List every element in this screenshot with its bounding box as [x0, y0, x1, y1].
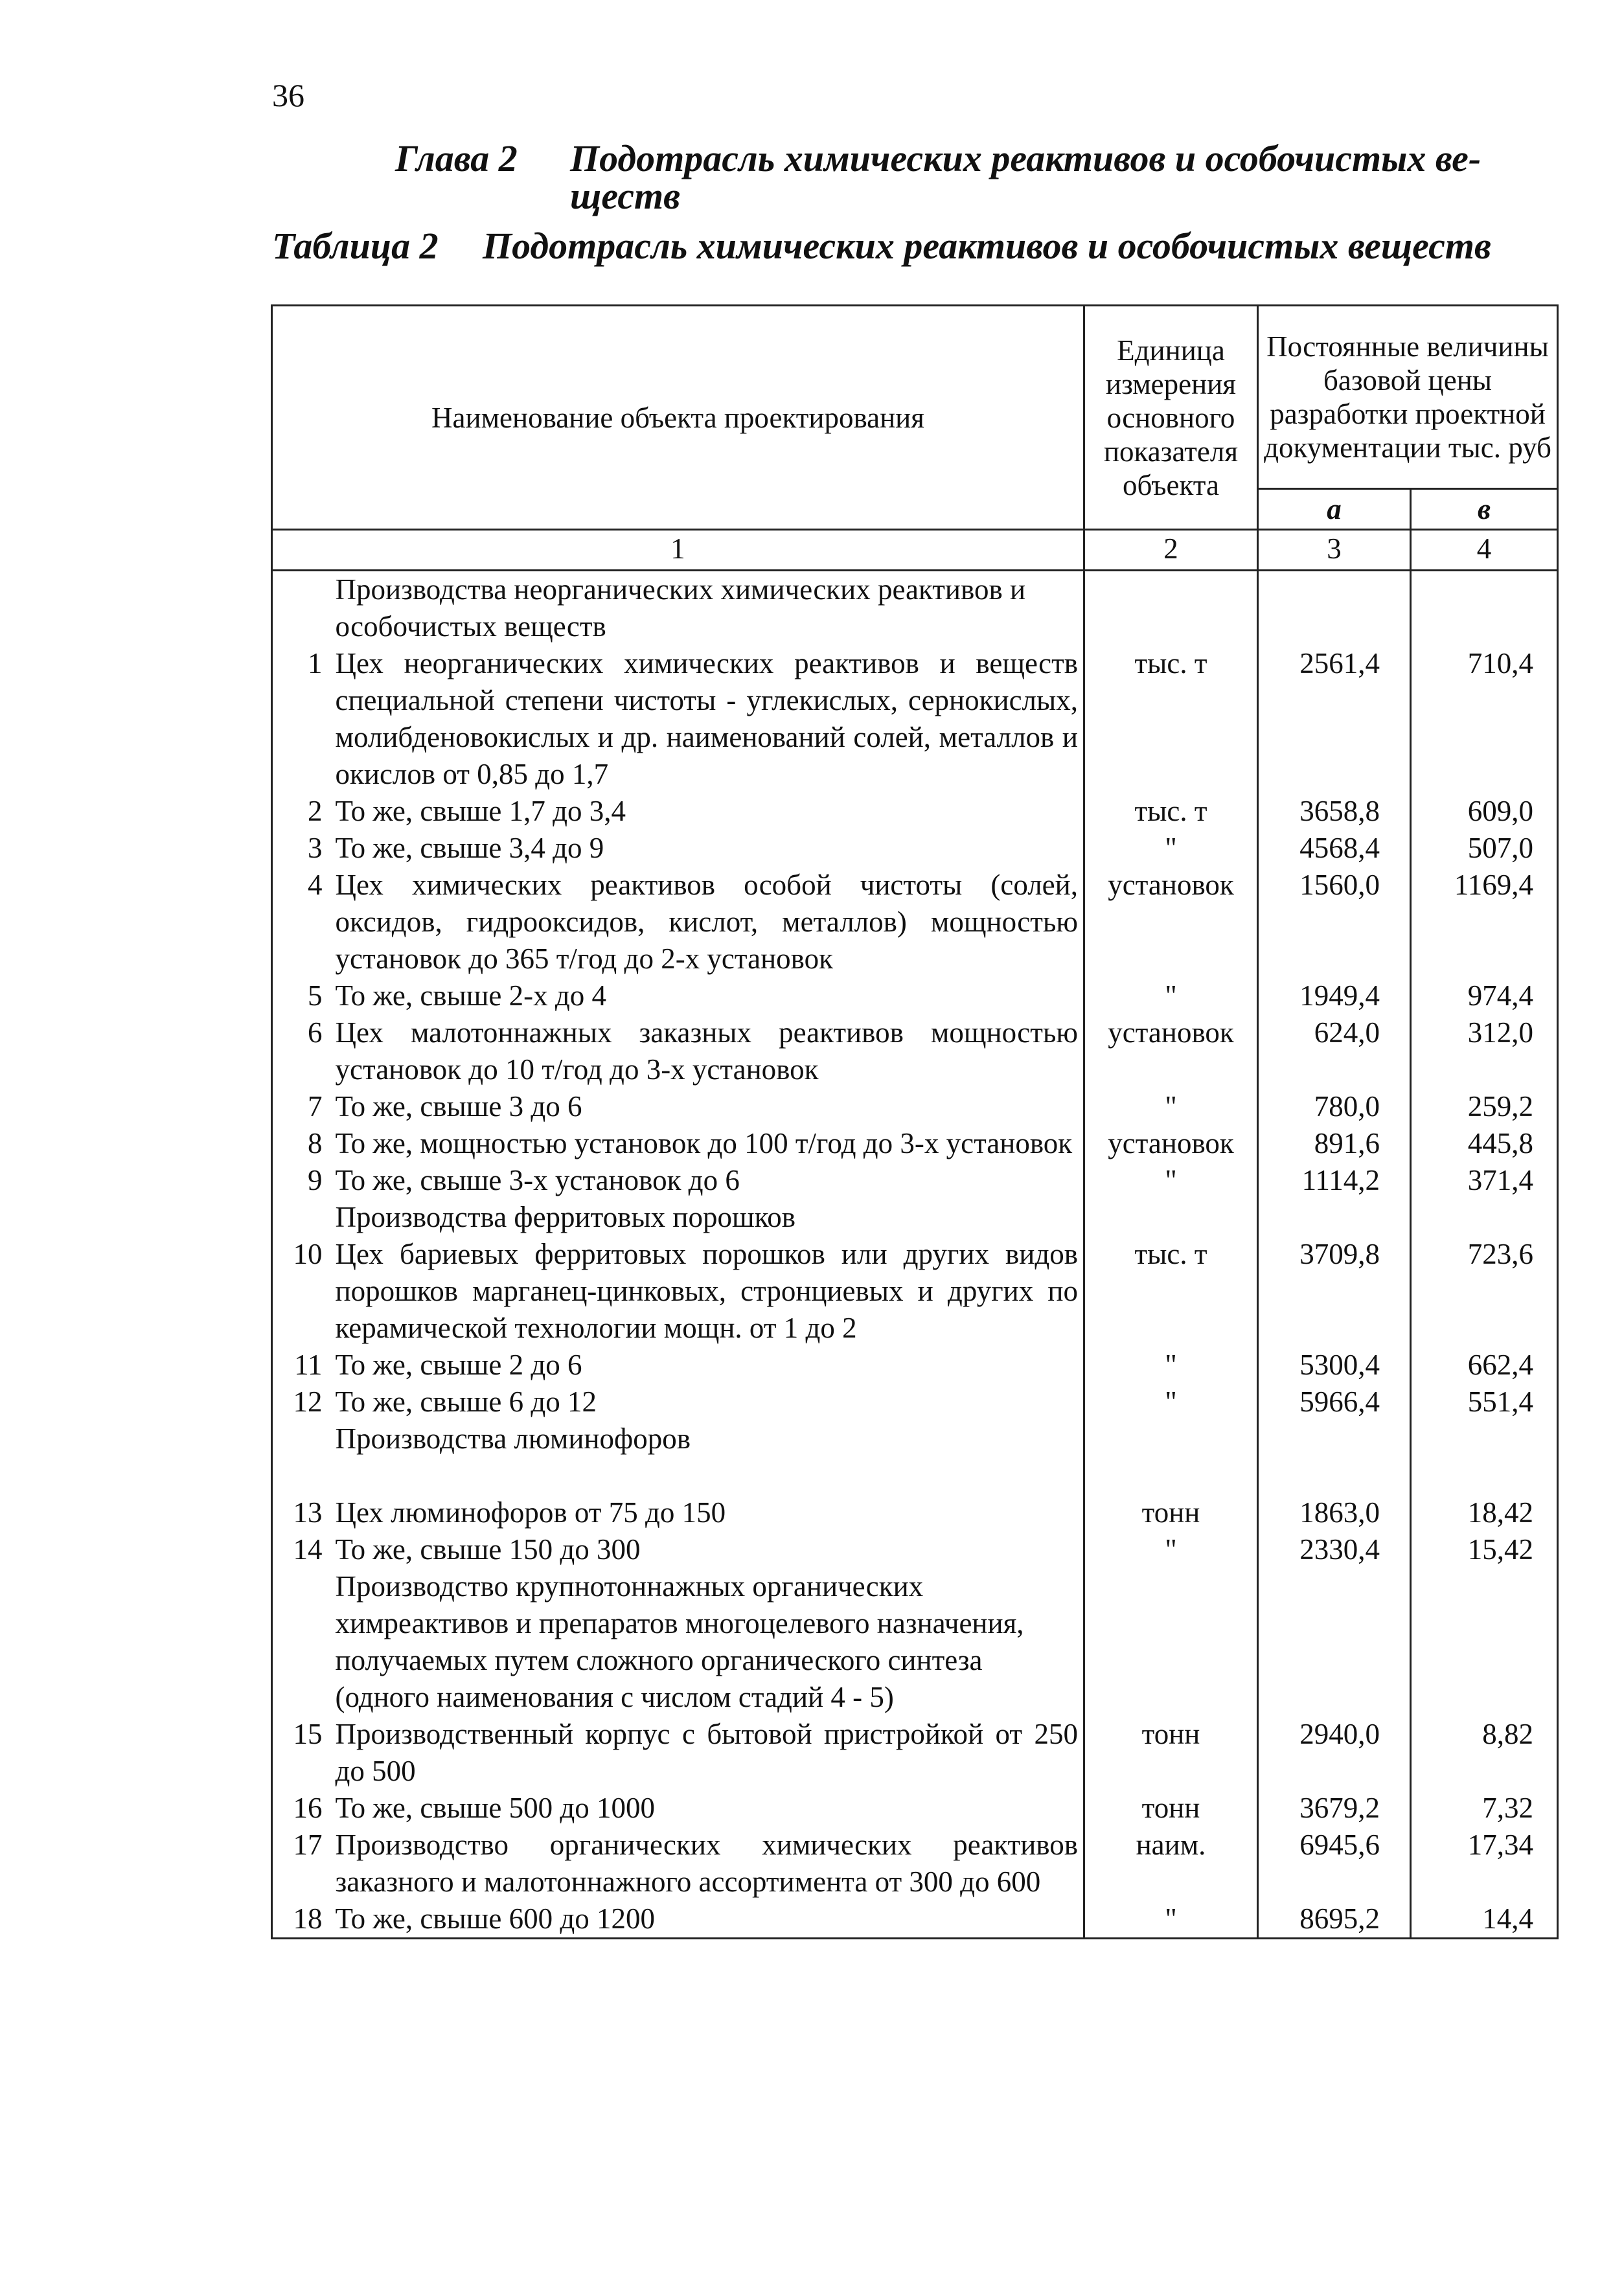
row-name: То же, свыше 3-х установок до 6	[332, 1162, 1084, 1199]
row-value-a: 3679,2	[1258, 1790, 1411, 1827]
row-value-a	[1258, 1199, 1411, 1236]
row-unit: "	[1084, 1900, 1258, 1939]
section-heading-row	[272, 1568, 1558, 1716]
row-value-a: 6945,6	[1258, 1827, 1411, 1900]
row-number: 6	[272, 1014, 332, 1088]
row-name: Производства люминофоров	[332, 1421, 1084, 1457]
row-unit: тыс. т	[1084, 793, 1258, 830]
row-name: Производства ферритовых порошков	[332, 1199, 1084, 1236]
table-row	[272, 1236, 1558, 1347]
spacer-cell	[1258, 1457, 1411, 1494]
row-name: То же, свыше 600 до 1200	[332, 1900, 1084, 1939]
row-value-b: 371,4	[1411, 1162, 1558, 1199]
row-number: 10	[272, 1236, 332, 1347]
row-number: 4	[272, 867, 332, 977]
row-value-a: 624,0	[1258, 1014, 1411, 1088]
col-number-4: 4	[1411, 530, 1558, 571]
table-heading	[272, 223, 1491, 269]
chapter-heading	[395, 136, 1481, 181]
row-unit: "	[1084, 1347, 1258, 1384]
table-row	[272, 1716, 1558, 1790]
row-unit: "	[1084, 1384, 1258, 1421]
row-value-b: 609,0	[1411, 793, 1558, 830]
row-name: То же, свыше 2-х до 4	[332, 977, 1084, 1014]
table-row	[272, 977, 1558, 1014]
row-number: 17	[272, 1827, 332, 1900]
row-unit: установок	[1084, 1125, 1258, 1162]
row-name: То же, свыше 1,7 до 3,4	[332, 793, 1084, 830]
row-value-a	[1258, 1421, 1411, 1457]
row-number	[272, 1568, 332, 1716]
row-number: 13	[272, 1494, 332, 1531]
row-unit: тыс. т	[1084, 645, 1258, 793]
row-value-a: 891,6	[1258, 1125, 1411, 1162]
row-value-b: 18,42	[1411, 1494, 1558, 1531]
row-name: Производство крупнотоннажных органических химреактивов и препаратов многоцелевого назначения, получаемых путем сложного органического синтеза (одного наименования с числом стадий 4 - 5)	[332, 1568, 1084, 1716]
row-value-b	[1411, 1421, 1558, 1457]
row-number: 7	[272, 1088, 332, 1125]
row-name: Цех малотоннажных заказных реактивов мощностью установок до 10 т/год до 3-х установок	[332, 1014, 1084, 1088]
table-row	[272, 1384, 1558, 1421]
table-row	[272, 867, 1558, 977]
table-row	[272, 1162, 1558, 1199]
row-number: 9	[272, 1162, 332, 1199]
row-name: То же, свыше 150 до 300	[332, 1531, 1084, 1568]
col-number-3: 3	[1258, 530, 1411, 571]
row-value-a: 3709,8	[1258, 1236, 1411, 1347]
row-number: 18	[272, 1900, 332, 1939]
header-unit-col: Единица измерения основного показателя объекта	[1084, 306, 1258, 530]
row-value-b: 1169,4	[1411, 867, 1558, 977]
row-name: То же, свыше 2 до 6	[332, 1347, 1084, 1384]
section-heading-row	[272, 571, 1558, 646]
row-value-b: 312,0	[1411, 1014, 1558, 1088]
row-value-a: 8695,2	[1258, 1900, 1411, 1939]
row-unit	[1084, 1199, 1258, 1236]
row-value-a: 5966,4	[1258, 1384, 1411, 1421]
table-row	[272, 1900, 1558, 1939]
row-value-b: 507,0	[1411, 830, 1558, 867]
table-body	[272, 571, 1558, 1939]
row-name: Производственный корпус с бытовой пристройкой от 250 до 500	[332, 1716, 1084, 1790]
row-value-a: 1560,0	[1258, 867, 1411, 977]
row-number	[272, 571, 332, 646]
row-value-b: 710,4	[1411, 645, 1558, 793]
row-unit: "	[1084, 977, 1258, 1014]
table-row	[272, 1088, 1558, 1125]
table-title: Подотрасль химических реактивов и особочистых веществ	[483, 225, 1491, 267]
row-value-a	[1258, 571, 1411, 646]
row-value-b: 14,4	[1411, 1900, 1558, 1939]
spacer-cell	[272, 1457, 332, 1494]
row-name: То же, свыше 500 до 1000	[332, 1790, 1084, 1827]
row-name: Цех люминофоров от 75 до 150	[332, 1494, 1084, 1531]
spacer-cell	[1411, 1457, 1558, 1494]
row-unit: "	[1084, 830, 1258, 867]
row-value-a: 3658,8	[1258, 793, 1411, 830]
row-number: 15	[272, 1716, 332, 1790]
header-price-col: Постоянные величины базовой цены разработки проектной документации тыс. руб	[1258, 306, 1558, 489]
row-value-b: 259,2	[1411, 1088, 1558, 1125]
row-value-a: 4568,4	[1258, 830, 1411, 867]
row-value-b: 8,82	[1411, 1716, 1558, 1790]
row-value-b: 551,4	[1411, 1384, 1558, 1421]
table-row	[272, 1790, 1558, 1827]
row-value-b: 723,6	[1411, 1236, 1558, 1347]
row-unit: тонн	[1084, 1494, 1258, 1531]
row-name: Производства неорганических химических реактивов и особочистых веществ	[332, 571, 1084, 646]
row-unit: установок	[1084, 1014, 1258, 1088]
table-row	[272, 1494, 1558, 1531]
row-number: 12	[272, 1384, 332, 1421]
col-number-1: 1	[272, 530, 1084, 571]
row-value-b: 17,34	[1411, 1827, 1558, 1900]
row-number: 8	[272, 1125, 332, 1162]
header-name-col: Наименование объекта проектирования	[272, 306, 1084, 530]
row-name: То же, свыше 3,4 до 9	[332, 830, 1084, 867]
row-name: Цех бариевых ферритовых порошков или других видов порошков марганец-цинковых, стронциевых и других по керамической технологии мощн. от 1 до 2	[332, 1236, 1084, 1347]
table-row	[272, 1827, 1558, 1900]
row-value-a	[1258, 1568, 1411, 1716]
row-value-a: 780,0	[1258, 1088, 1411, 1125]
row-value-b	[1411, 1199, 1558, 1236]
price-table	[271, 304, 1557, 1939]
row-number: 14	[272, 1531, 332, 1568]
row-name: То же, мощностью установок до 100 т/год до 3-х установок	[332, 1125, 1084, 1162]
table-row	[272, 1125, 1558, 1162]
row-unit: установок	[1084, 867, 1258, 977]
row-value-b	[1411, 571, 1558, 646]
row-unit	[1084, 1421, 1258, 1457]
table-label: Таблица 2	[272, 225, 439, 267]
section-heading-row	[272, 1199, 1558, 1236]
chapter-label: Глава 2	[395, 137, 518, 179]
row-number: 2	[272, 793, 332, 830]
page-number: 36	[272, 77, 304, 113]
row-unit: "	[1084, 1088, 1258, 1125]
row-unit: "	[1084, 1531, 1258, 1568]
row-value-b: 974,4	[1411, 977, 1558, 1014]
row-value-a: 1863,0	[1258, 1494, 1411, 1531]
row-number: 3	[272, 830, 332, 867]
spacer-row	[272, 1457, 1558, 1494]
row-value-a: 2940,0	[1258, 1716, 1411, 1790]
row-unit: тонн	[1084, 1716, 1258, 1790]
col-number-2: 2	[1084, 530, 1258, 571]
row-name: То же, свыше 3 до 6	[332, 1088, 1084, 1125]
row-unit	[1084, 571, 1258, 646]
row-number	[272, 1421, 332, 1457]
row-unit: наим.	[1084, 1827, 1258, 1900]
header-col-b: в	[1411, 489, 1558, 530]
row-number	[272, 1199, 332, 1236]
row-value-b: 7,32	[1411, 1790, 1558, 1827]
row-value-b: 445,8	[1411, 1125, 1558, 1162]
row-name: Цех неорганических химических реактивов и веществ специальной степени чистоты - углекислых, сернокислых, молибденовокислых и др. наименований солей, металлов и окислов от 0,85 до 1,7	[332, 645, 1084, 793]
table-row	[272, 830, 1558, 867]
table-row	[272, 793, 1558, 830]
row-unit: тыс. т	[1084, 1236, 1258, 1347]
row-value-a: 1949,4	[1258, 977, 1411, 1014]
row-name: То же, свыше 6 до 12	[332, 1384, 1084, 1421]
row-value-a: 2330,4	[1258, 1531, 1411, 1568]
row-number: 5	[272, 977, 332, 1014]
chapter-title-line1: Подотрасль химических реактивов и особочистых ве-	[570, 137, 1481, 179]
row-value-a: 5300,4	[1258, 1347, 1411, 1384]
header-col-a: а	[1258, 489, 1411, 530]
chapter-title-line2: ществ	[570, 175, 681, 217]
row-unit: "	[1084, 1162, 1258, 1199]
row-value-b: 15,42	[1411, 1531, 1558, 1568]
spacer-cell	[1084, 1457, 1258, 1494]
table-row	[272, 645, 1558, 793]
row-unit: тонн	[1084, 1790, 1258, 1827]
row-name: Цех химических реактивов особой чистоты (солей, оксидов, гидрооксидов, кислот, металлов) мощностью установок до 365 т/год до 2-х установок	[332, 867, 1084, 977]
row-value-b	[1411, 1568, 1558, 1716]
table-row	[272, 1531, 1558, 1568]
table-row	[272, 1347, 1558, 1384]
row-value-a: 1114,2	[1258, 1162, 1411, 1199]
spacer-cell	[332, 1457, 1084, 1494]
row-name: Производство органических химических реактивов заказного и малотоннажного ассортимента от 300 до 600	[332, 1827, 1084, 1900]
section-heading-row	[272, 1421, 1558, 1457]
row-number: 1	[272, 645, 332, 793]
row-value-a: 2561,4	[1258, 645, 1411, 793]
row-number: 11	[272, 1347, 332, 1384]
row-value-b: 662,4	[1411, 1347, 1558, 1384]
table-row	[272, 1014, 1558, 1088]
row-number: 16	[272, 1790, 332, 1827]
row-unit	[1084, 1568, 1258, 1716]
